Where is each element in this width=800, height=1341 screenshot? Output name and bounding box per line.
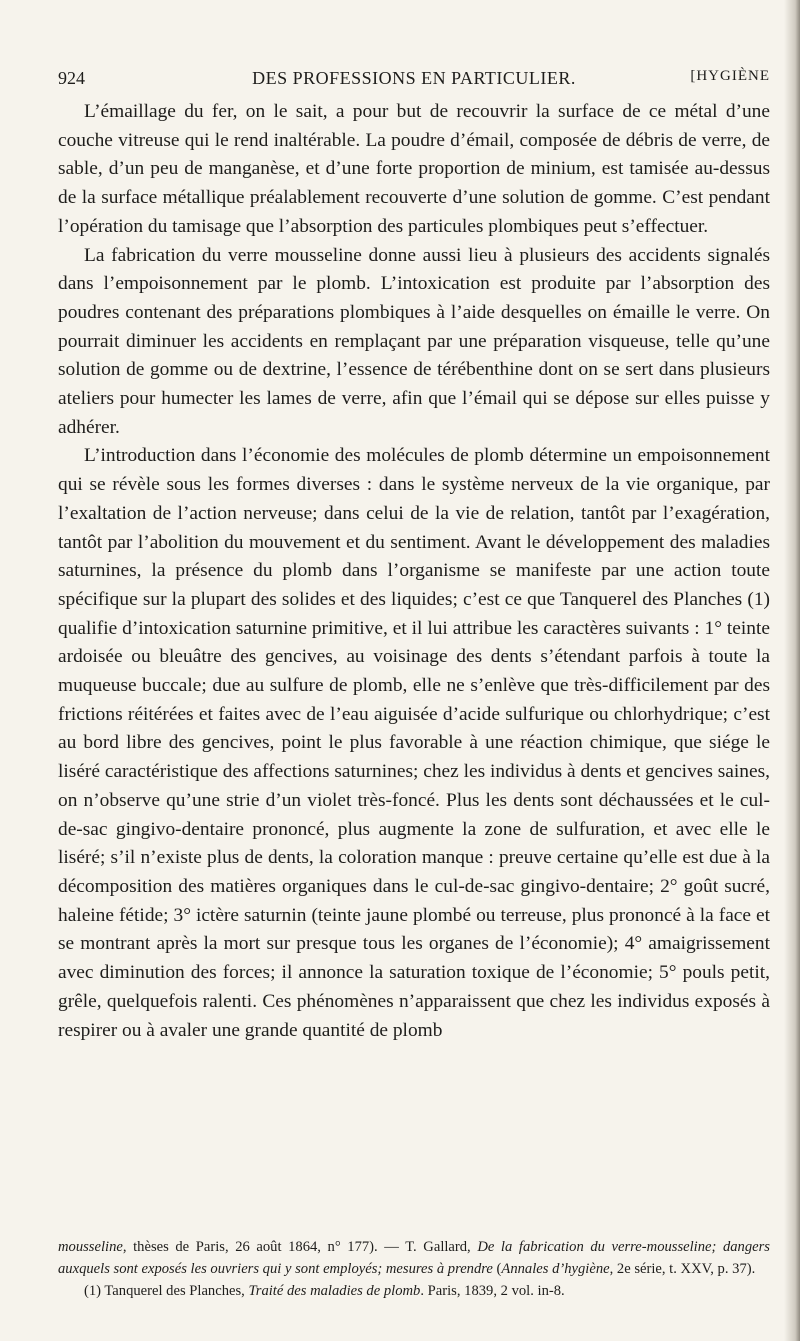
paragraph-emaillage: L’émaillage du fer, on le sait, a pour but de recouvrir la surface de ce métal d’une couche vitreuse qui le rend inaltérable. La poudre d’émail, composée de débris de verre, de sable, d’un peu de manganèse, et d’une forte proportion de minium, est tamisée au-dessus de la surface métallique préalablement recouverte d’une solution de gomme. C’est pendant l’opération du tamisage que l’absorption des particules plombiques peut s’effectuer. bbox=[58, 101, 770, 237]
footnote-1: (1) Tanquerel des Planches, Traité des maladies de plomb. Paris, 1839, 2 vol. in-8. bbox=[84, 1283, 565, 1299]
running-title: DES PROFESSIONS EN PARTICULIER. bbox=[252, 68, 576, 88]
section-label: [HYGIÈNE bbox=[690, 68, 770, 84]
running-header bbox=[58, 68, 770, 94]
paragraph-verre-mousseline: La fabrication du verre mousseline donne aussi lieu à plusieurs des accidents signalés dans l’empoisonnement par le plomb. L’intoxication est produite par l’absorption des poudres contenant des préparations plombiques à l’aide desquelles on émaille le verre. On pourrait diminuer les accidents en remplaçant par une préparation visqueuse, telle qu’une solution de gomme ou de dextrine, l’essence de térébenthine dont on se sert dans plusieurs ateliers pour humecter les lames de verre, afin que l’émail qui se dépose sur elles puisse y adhérer. bbox=[58, 244, 770, 438]
main-text bbox=[58, 98, 770, 1045]
footnote-continued: mousseline, thèses de Paris, 26 août 1864, n° 177). — T. Gallard, De la fabrication du verre-mousseline; dangers auxquels sont exposés les ouvriers qui y sont employés; mesures à prendre (Annales d’hygiène, 2e série, t. XXV, p. 37). bbox=[58, 1239, 770, 1277]
footnotes bbox=[58, 1236, 770, 1302]
page-edge-shadow bbox=[784, 0, 800, 1341]
paragraph-intoxication: L’introduction dans l’économie des molécules de plomb détermine un empoisonnement qui se révèle sous les formes diverses : dans le système nerveux de la vie organique, par l’exaltation de l’action nerveuse; dans celui de la vie de relation, tantôt par l’exagération, tantôt par l’abolition du mouvement et du sentiment. Avant le développement des maladies saturnines, la présence du plomb dans l’organisme se manifeste par une action toute spécifique sur la plupart des solides et des liquides; c’est ce que Tanquerel des Planches (1) qualifie d’intoxication saturnine primitive, et il lui attribue les caractères suivants : 1° teinte ardoisée ou bleuâtre des gencives, au voisinage des dents s’étendant parfois à toute la muqueuse buccale; due au sulfure de plomb, elle ne s’enlève que très-difficilement par des frictions réitérées et faites avec de l’eau aiguisée d’acide sulfurique ou chlorhydrique; c’est au bord libre des gencives, point le plus favorable à une réaction chimique, que siége le liséré caractéristique des affections saturnines; chez les individus à dents et gencives saines, on n’observe qu’une strie d’un violet très-foncé. Plus les dents sont déchaussées et le cul-de-sac gingivo-dentaire prononcé, plus augmente la zone de sulfuration, et avec elle le liséré; s’il n’existe plus de dents, la coloration manque : preuve certaine qu’elle est due à la décomposition des matières organiques dans le cul-de-sac gingivo-dentaire; 2° goût sucré, haleine fétide; 3° ictère saturnin (teinte jaune plombé ou terreuse, plus prononcé à la face et se montrant après la mort sur presque tous les organes de l’économie); 4° amaigrissement avec diminution des forces; il annonce la saturation toxique de l’économie; 5° pouls petit, grêle, quelquefois ralenti. Ces phénomènes n’apparaissent que chez les individus exposés à respirer ou à avaler une grande quantité de plomb bbox=[58, 445, 770, 1041]
page-number: 924 bbox=[58, 68, 85, 88]
